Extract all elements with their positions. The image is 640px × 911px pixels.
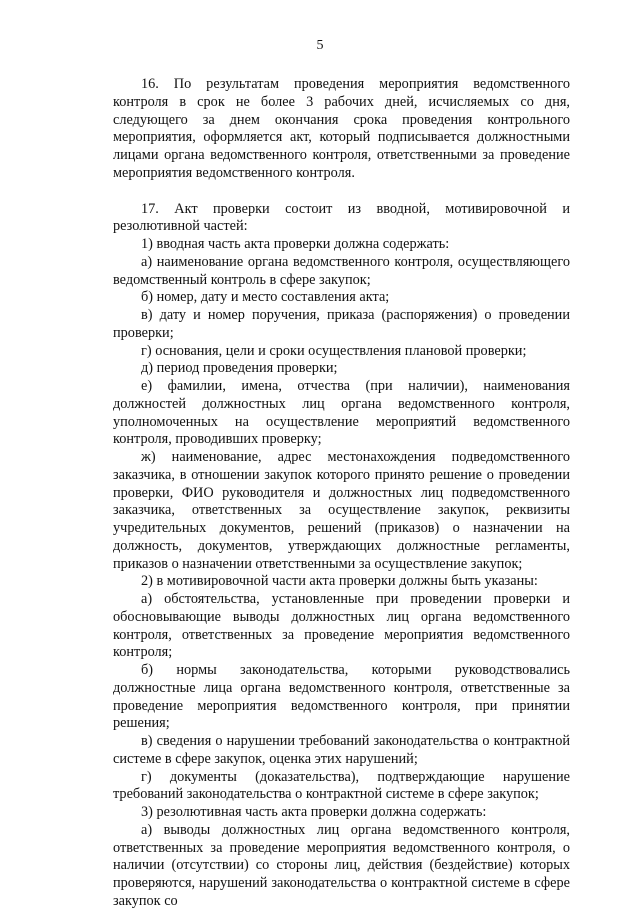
list-item: б) нормы законодательства, которыми руководствовались должностные лица органа ведомственного контроля, ответственные за проведение мероприятия ведомственного контроля, при принятии решения; [113, 662, 570, 732]
list-item: в) дату и номер поручения, приказа (распоряжения) о проведении проверки; [113, 307, 570, 341]
list-item: в) сведения о нарушении требований законодательства о контрактной системе в сфере закупок, оценка этих нарушений; [113, 733, 570, 767]
list-item: 2) в мотивировочной части акта проверки должны быть указаны: [141, 573, 538, 590]
list-item: г) основания, цели и сроки осуществления плановой проверки; [141, 342, 527, 359]
list-item: г) документы (доказательства), подтверждающие нарушение требований законодательства о контрактной системе в сфере закупок; [113, 768, 570, 803]
list-item: а) выводы должностных лиц органа ведомственного контроля, ответственных за проведение мероприятия ведомственного контроля, о наличии (отсутствии) со стороны лиц, действия (бездействие) которых проверяются, нарушений законодательства о контрактной системе в сфере закупок со [113, 821, 570, 909]
list-item: д) период проведения проверки; [141, 360, 338, 377]
list-item: а) обстоятельства, установленные при проведении проверки и обосновывающие выводы должностных лиц органа ведомственного контроля, ответственных за проведение мероприятия ведомственного контроля; [113, 591, 570, 661]
page-number: 5 [316, 38, 324, 53]
paragraph-16: 16. По результатам проведения мероприятия ведомственного контроля в срок не более 3 рабочих дней, исчисляемых со дня, следующего за днем окончания срока проведения контрольного мероприятия, оформляется акт, который подписывается должностными лицами органа ведомственного контроля, ответственными за проведение мероприятия ведомственного контроля. [113, 76, 570, 181]
document-body [113, 76, 570, 911]
list-item: ж) наименование, адрес местонахождения подведомственного заказчика, в отношении закупок которого принято решение о проведении проверки, ФИО руководителя и должностных лиц подведомственного заказчика, ответственных за осуществление закупок, реквизиты учредительных документов, решений (приказов) о назначении на должность, документов, утверждающих должностные регламенты, приказов о назначении ответственными за осуществление закупок; [113, 449, 570, 572]
list-item: е) фамилии, имена, отчества (при наличии), наименования должностей должностных лиц органа ведомственного контроля, уполномоченных на осуществление мероприятий ведомственного контроля, проводивших проверку; [113, 378, 570, 448]
paragraph-gap [113, 183, 570, 201]
list-item: 1) вводная часть акта проверки должна содержать: [141, 236, 450, 252]
list-item: а) наименование органа ведомственного контроля, осуществляющего ведомственный контроль в сфере закупок; [113, 253, 570, 288]
paragraph-17: 17. Акт проверки состоит из вводной, мотивировочной и резолютивной частей: [113, 200, 570, 235]
list-item: б) номер, дату и место составления акта; [141, 289, 390, 306]
list-item: 3) резолютивная часть акта проверки должна содержать: [141, 804, 487, 820]
